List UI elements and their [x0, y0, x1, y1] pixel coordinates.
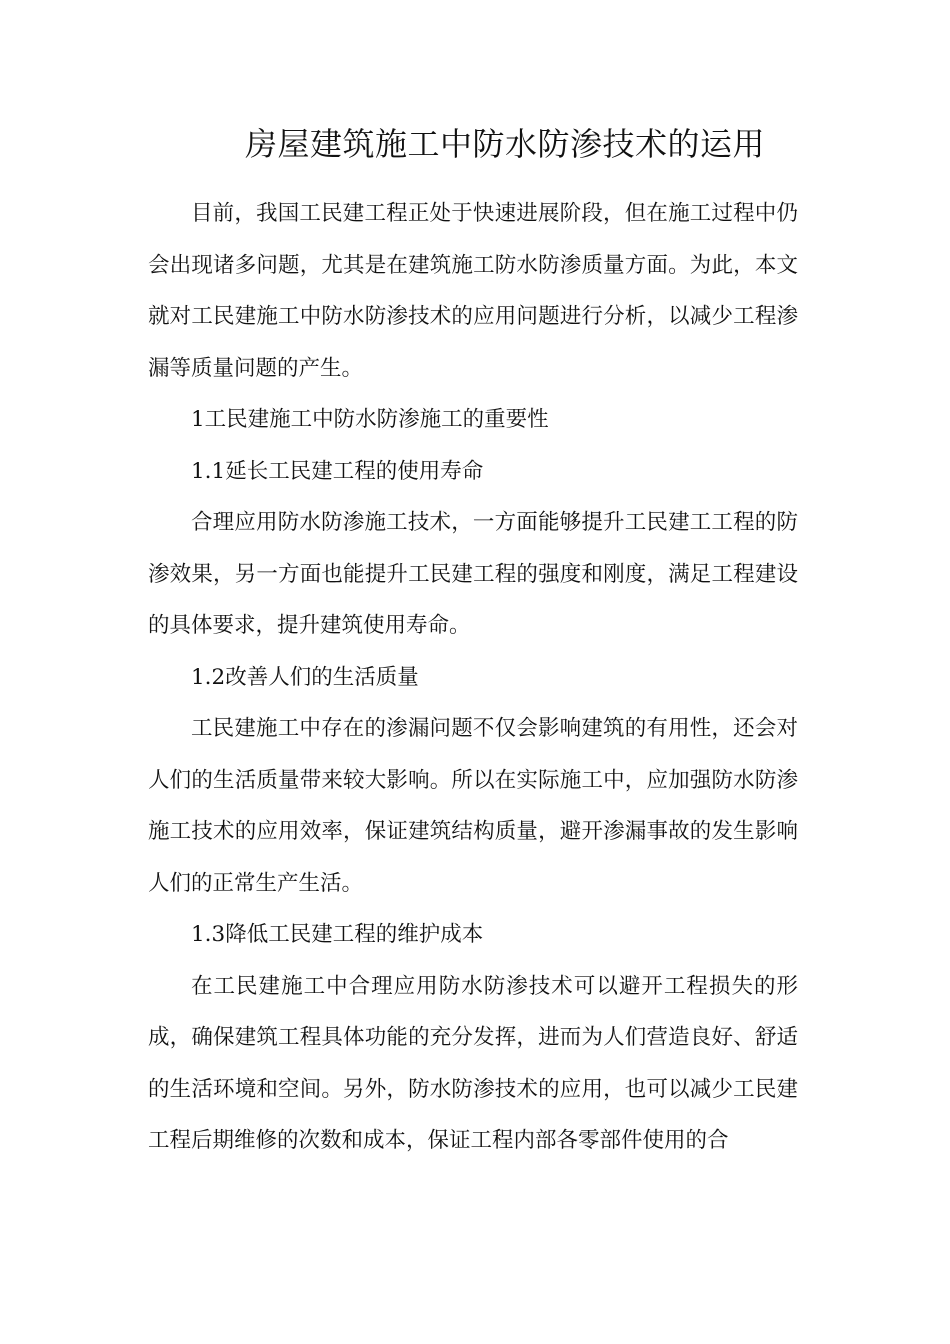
document-body	[148, 188, 798, 1167]
document-title: 房屋建筑施工中防水防渗技术的运用	[244, 125, 765, 163]
paragraph-intro: 目前，我国工民建工程正处于快速进展阶段，但在施工过程中仍会出现诸多问题，尤其是在建筑施工防水防渗质量方面。为此，本文就对工民建施工中防水防渗技术的应用问题进行分析，以减少工程渗漏等质量问题的产生。	[148, 201, 798, 381]
paragraph-1-3: 在工民建施工中合理应用防水防渗技术可以避开工程损失的形成，确保建筑工程具体功能的充分发挥，进而为人们营造良好、舒适的生活环境和空间。另外，防水防渗技术的应用，也可以减少工民建工程后期维修的次数和成本，保证工程内部各零部件使用的合	[148, 973, 798, 1153]
subsection-heading-1-2: 1.2改善人们的生活质量	[191, 664, 419, 690]
subsection-heading-1-1: 1.1延长工民建工程的使用寿命	[191, 458, 484, 484]
section-heading-1: 1工民建施工中防水防渗施工的重要性	[191, 407, 549, 432]
subsection-heading-1-3: 1.3降低工民建工程的维护成本	[191, 922, 484, 947]
paragraph-1-1: 合理应用防水防渗施工技术，一方面能够提升工民建工工程的防渗效果，另一方面也能提升工民建工程的强度和刚度，满足工程建设的具体要求，提升建筑使用寿命。	[148, 510, 798, 638]
paragraph-1-2: 工民建施工中存在的渗漏问题不仅会影响建筑的有用性，还会对人们的生活质量带来较大影响。所以在实际施工中，应加强防水防渗施工技术的应用效率，保证建筑结构质量，避开渗漏事故的发生影响人们的正常生产生活。	[148, 716, 798, 896]
